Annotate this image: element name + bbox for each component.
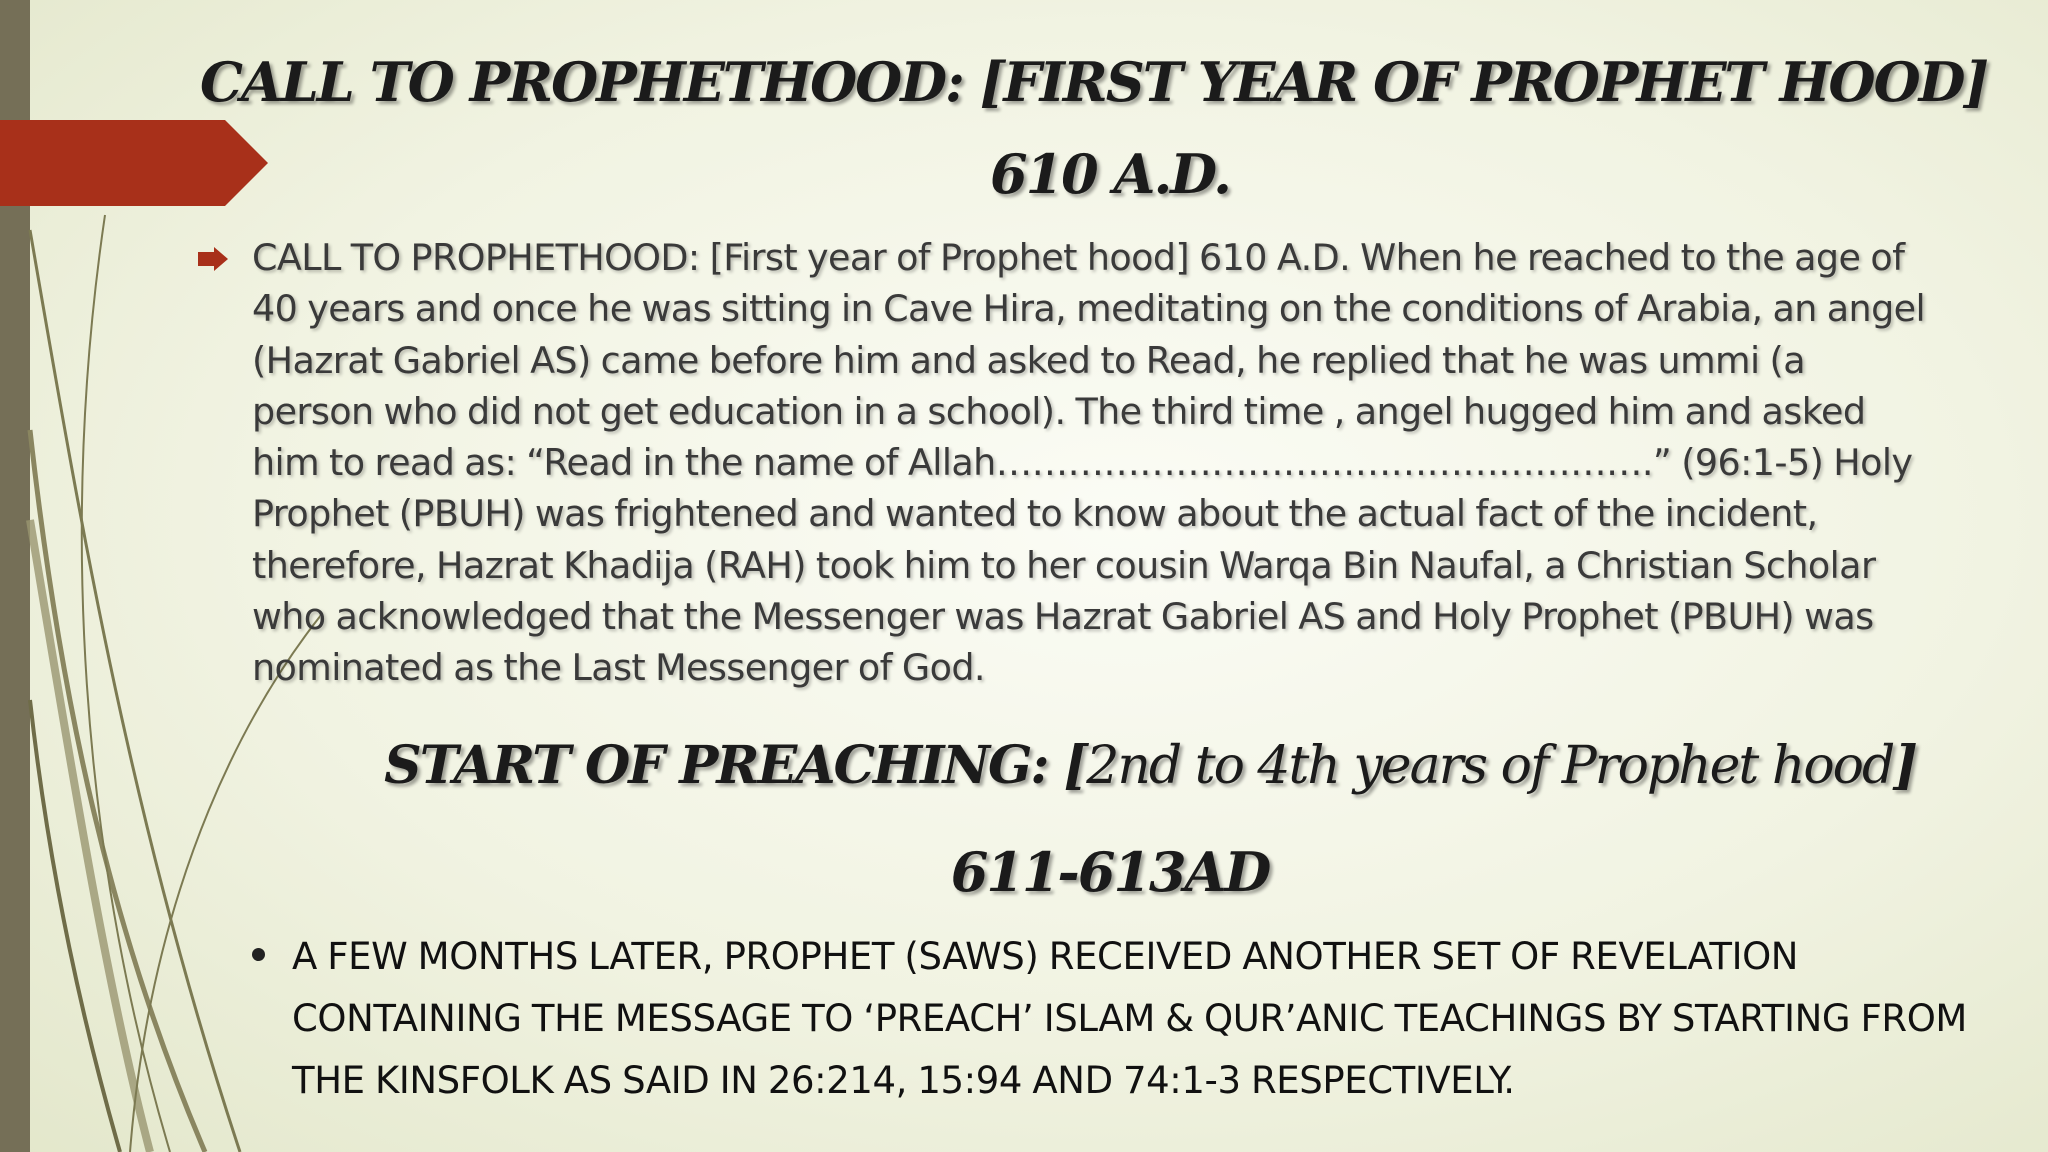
round-bullet-icon [252,948,265,961]
slide-title: CALL TO PROPHETHOOD: [FIRST YEAR OF PROPHET HOOD] [200,50,1988,114]
section-heading-bold: START OF PREACHING: [ [384,735,1087,796]
section-heading-years: 2nd to 4th years of Prophet hood [1086,736,1894,796]
section-heading-bracket: ] [1893,735,1916,796]
slide-title-year: 610 A.D. [990,142,1230,206]
arrow-bullet-icon [196,246,230,272]
preaching-paragraph: A FEW MONTHS LATER, PROPHET (SAWS) RECEIVED ANOTHER SET OF REVELATION CONTAINING THE MESSAGE TO ‘PREACH’ ISLAM & QUR’ANIC TEACHINGS BY STARTING FROM THE KINSFOLK AS SAID IN 26:214, 15:94 AND 74:1-3 RESPECTIVELY. [292,935,1967,1102]
section-heading-years-range: 611-613AD [950,840,1270,904]
call-to-prophethood-paragraph: CALL TO PROPHETHOOD: [First year of Prophet hood] 610 A.D. When he reached to the age of 40 years and once he was sitting in Cave Hira, meditating on the conditions of Arabia, an angel (Hazrat Gabriel AS) came before him and asked to Read, he replied that he was ummi (a person who did not get education in a school). The third time , angel hugged him and asked him to read as: “Read in the name of Allah……………………………………………….” (96:1-5) Holy Prophet (PBUH) was frightened and wanted to know about the actual fact of the incident, therefore, Hazrat Khadija (RAH) took him to her cousin Warqa Bin Naufal, a Christian Scholar who acknowledged that the Messenger was Hazrat Gabriel AS and Holy Prophet (PBUH) was nominated as the Last Messenger of God. [252,236,1926,690]
section-heading-preaching [260,735,2040,796]
